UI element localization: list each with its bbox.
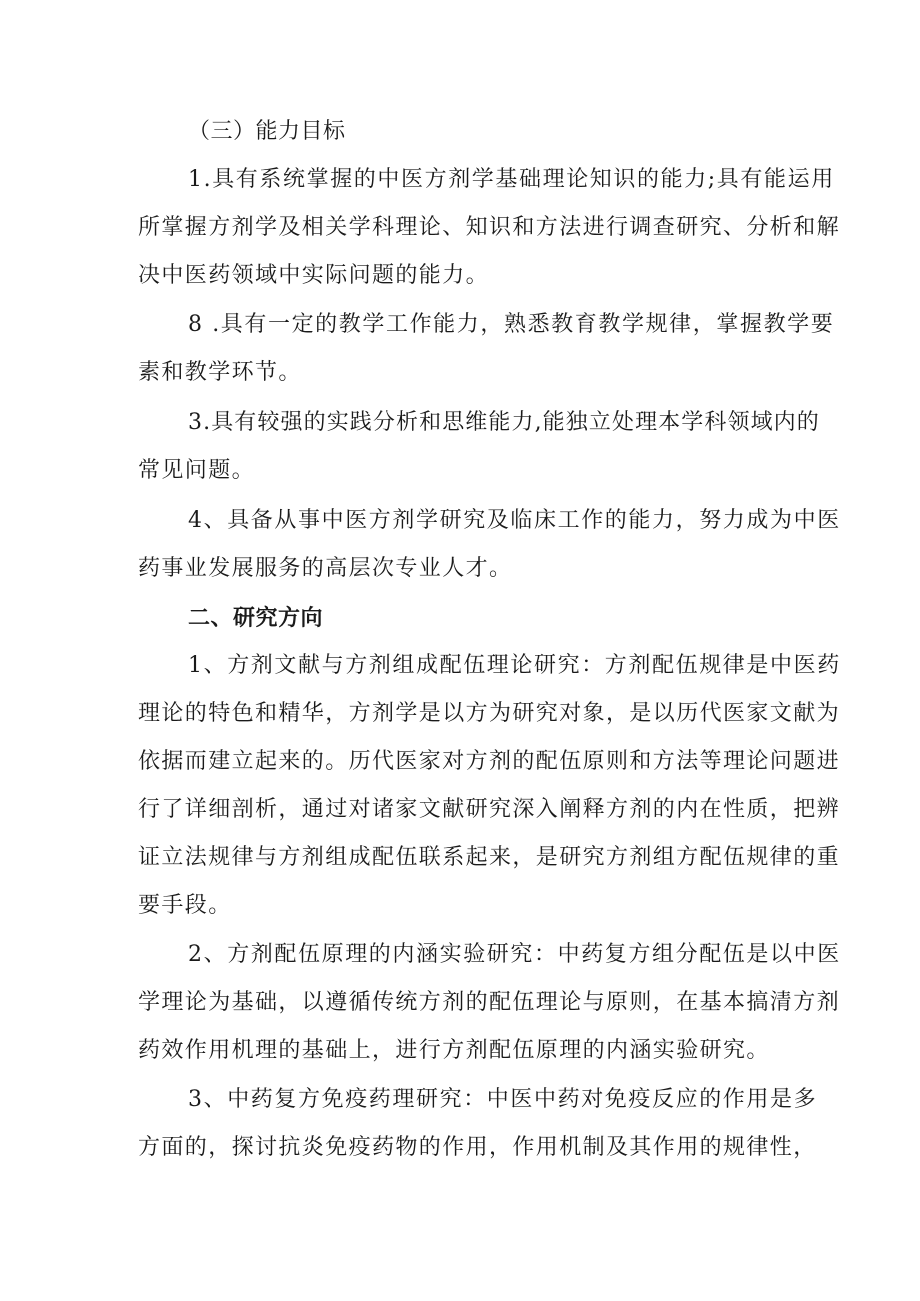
paragraph-line: 常见问题。	[138, 458, 256, 483]
paragraph-line: 理论的特色和精华，方剂学是以方为研究对象，是以历代医家文献为	[138, 701, 841, 726]
paragraph-line: 3、中药复方免疫药理研究：中医中药对免疫反应的作用是多	[188, 1087, 818, 1112]
paragraph-line: 素和教学环节。	[138, 360, 302, 385]
paragraph-line: 行了详细剖析，通过对诸家文献研究深入阐释方剂的内在性质，把辨	[138, 797, 841, 822]
section-title-research: 二、研究方向	[188, 605, 324, 631]
paragraph-line: 药事业发展服务的高层次专业人才。	[138, 556, 513, 581]
paragraph-line: 证立法规律与方剂组成配伍联系起来，是研究方剂组方配伍规律的重	[138, 845, 841, 870]
paragraph-line: 4、具备从事中医方剂学研究及临床工作的能力，努力成为中医	[188, 508, 841, 533]
paragraph-line: 要手段。	[138, 893, 232, 918]
paragraph-line: 依据而建立起来的。历代医家对方剂的配伍原则和方法等理论问题进	[138, 749, 841, 774]
paragraph-line: 2、方剂配伍原理的内涵实验研究：中药复方组分配伍是以中医	[188, 942, 841, 967]
paragraph-line: 决中医药领域中实际问题的能力。	[138, 263, 490, 288]
paragraph-line: 8 .具有一定的教学工作能力，熟悉教育教学规律，掌握教学要	[188, 312, 835, 337]
paragraph-line: 药效作用机理的基础上，进行方剂配伍原理的内涵实验研究。	[138, 1038, 770, 1063]
section-title-ability: （三）能力目标	[188, 119, 346, 144]
paragraph-line: 所掌握方剂学及相关学科理论、知识和方法进行调查研究、分析和解	[138, 215, 841, 240]
paragraph-line: 1.具有系统掌握的中医方剂学基础理论知识的能力;具有能运用	[188, 167, 835, 192]
paragraph-line: 学理论为基础，以遵循传统方剂的配伍理论与原则，在基本搞清方剂	[138, 990, 841, 1015]
paragraph-line: 1、方剂文献与方剂组成配伍理论研究：方剂配伍规律是中医药	[188, 653, 841, 678]
paragraph-line: 3.具有较强的实践分析和思维能力,能独立处理本学科领域内的	[188, 410, 820, 435]
paragraph-line: 方面的，探讨抗炎免疫药物的作用，作用机制及其作用的规律性，	[138, 1135, 817, 1160]
